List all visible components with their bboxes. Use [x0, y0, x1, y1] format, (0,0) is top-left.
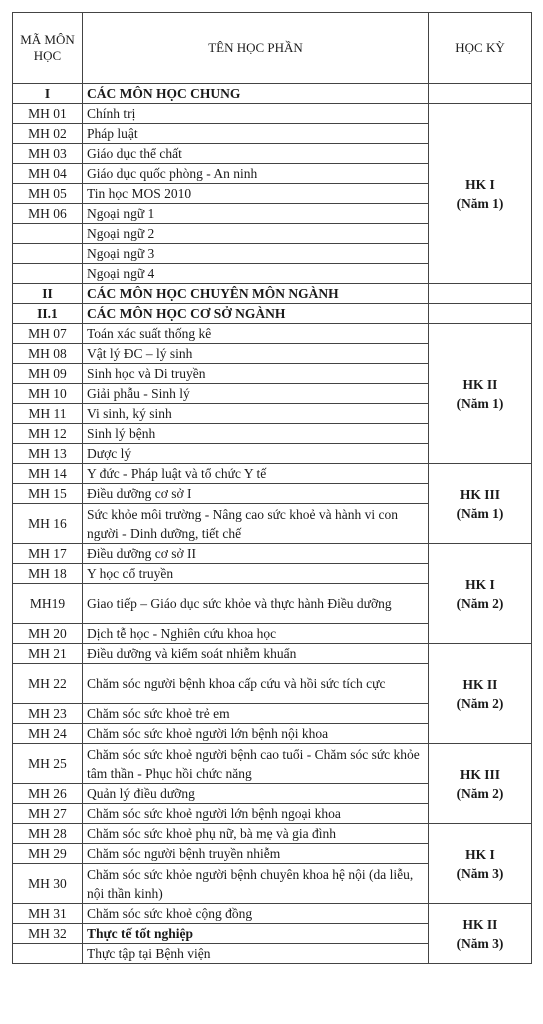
course-name: [83, 364, 429, 384]
course-name: [83, 704, 429, 724]
course-code: MH 10: [13, 384, 83, 404]
course-name-text: Y đức - Pháp luật và tổ chức Y tế: [87, 466, 267, 481]
section-row: [13, 284, 532, 304]
semester-cell: [429, 324, 532, 464]
course-code: MH 30: [13, 864, 83, 904]
course-name: [83, 924, 429, 944]
course-code: MH 12: [13, 424, 83, 444]
course-code: I: [13, 84, 83, 104]
course-code: MH 14: [13, 464, 83, 484]
course-code: [13, 264, 83, 284]
course-name: [83, 664, 429, 704]
table-row: [13, 324, 532, 344]
course-name: [83, 504, 429, 544]
course-name: [83, 584, 429, 624]
course-name-text: Chăm sóc sức khoẻ cộng đồng: [87, 906, 253, 921]
course-name: [83, 904, 429, 924]
header-row: [13, 13, 532, 84]
course-name-text: Điều dưỡng cơ sở I: [87, 486, 192, 501]
course-name: [83, 624, 429, 644]
course-name: [83, 124, 429, 144]
course-name-text: Ngoại ngữ 2: [87, 226, 155, 241]
course-name: [83, 944, 429, 964]
course-name: [83, 544, 429, 564]
course-name-text: Giáo dục quốc phòng - An ninh: [87, 166, 258, 181]
course-code: MH 25: [13, 744, 83, 784]
course-name: [83, 724, 429, 744]
course-name-text: Thực tế tốt nghiệp: [87, 926, 193, 941]
course-name: [83, 564, 429, 584]
course-name-text: Quản lý điều dưỡng: [87, 786, 195, 801]
semester-cell: [429, 824, 532, 904]
semester-cell-empty: [429, 84, 532, 104]
course-code: MH 16: [13, 504, 83, 544]
course-code: II.1: [13, 304, 83, 324]
course-name: [83, 864, 429, 904]
course-name: [83, 344, 429, 364]
course-code: MH 11: [13, 404, 83, 424]
course-name: [83, 484, 429, 504]
course-name-text: Chăm sóc sức khoẻ người lớn bệnh nội khoa: [87, 726, 329, 741]
course-code: II: [13, 284, 83, 304]
table-row: [13, 104, 532, 124]
semester-cell: [429, 104, 532, 284]
table-row: [13, 744, 532, 784]
course-name: [83, 204, 429, 224]
course-name-text: Dịch tễ học - Nghiên cứu khoa học: [87, 626, 277, 641]
course-name-text: Sức khỏe môi trường - Nâng cao sức khoẻ và hành vi con người - Dinh dưỡng, tiết chế: [87, 506, 399, 541]
course-name: [83, 844, 429, 864]
course-code: MH 28: [13, 824, 83, 844]
course-code: MH 04: [13, 164, 83, 184]
header-code: MÃ MÔN HỌC: [13, 13, 83, 84]
course-name: [83, 164, 429, 184]
semester-cell-empty: [429, 284, 532, 304]
semester-year: (Năm 1): [456, 505, 504, 521]
semester-label: HK III: [459, 486, 501, 502]
course-name-text: Giáo dục thể chất: [87, 146, 182, 161]
course-code: MH 03: [13, 144, 83, 164]
course-name: [83, 244, 429, 264]
course-code: MH 32: [13, 924, 83, 944]
course-name-text: Vi sinh, ký sinh: [87, 406, 172, 421]
semester-year: (Năm 2): [456, 785, 504, 801]
course-name-text: Tin học MOS 2010: [87, 186, 192, 201]
course-code: MH 24: [13, 724, 83, 744]
course-name-text: Thực tập tại Bệnh viện: [87, 946, 211, 961]
table-row: [13, 644, 532, 664]
course-name: [83, 784, 429, 804]
course-name-text: Chăm sóc sức khỏe người bệnh chuyên khoa hệ nội (da liễu, nội thần kinh): [87, 866, 414, 901]
course-code: MH 02: [13, 124, 83, 144]
course-name: [83, 104, 429, 124]
course-code: MH 09: [13, 364, 83, 384]
course-code: MH 13: [13, 444, 83, 464]
semester-label: HK II: [462, 916, 498, 932]
table-row: [13, 904, 532, 924]
header-semester: HỌC KỲ: [429, 13, 532, 84]
course-code: [13, 944, 83, 964]
course-code: MH 21: [13, 644, 83, 664]
course-name: [83, 184, 429, 204]
course-name-text: Chăm sóc người bệnh khoa cấp cứu và hồi sức tích cực: [87, 676, 386, 691]
course-name-text: Vật lý ĐC – lý sinh: [87, 346, 193, 361]
course-name-text: Ngoại ngữ 1: [87, 206, 155, 221]
course-name: [83, 804, 429, 824]
course-code: MH 27: [13, 804, 83, 824]
course-name-text: Giải phẫu - Sinh lý: [87, 386, 190, 401]
course-name-text: Chăm sóc sức khoẻ người bệnh cao tuổi - Chăm sóc sức khỏe tâm thần - Phục hồi chức năng: [87, 746, 420, 781]
semester-year: (Năm 3): [456, 865, 504, 881]
course-code: MH 31: [13, 904, 83, 924]
course-name: [83, 224, 429, 244]
course-name-text: Điều dưỡng cơ sở II: [87, 546, 196, 561]
course-name-text: Chăm sóc sức khoẻ trẻ em: [87, 706, 230, 721]
table-row: [13, 464, 532, 484]
course-name-text: Chăm sóc sức khoẻ phụ nữ, bà mẹ và gia đình: [87, 826, 336, 841]
course-name-text: CÁC MÔN HỌC CHUNG: [87, 86, 241, 101]
course-name: [83, 264, 429, 284]
course-name: [83, 384, 429, 404]
section-row: [13, 84, 532, 104]
section-row: [13, 304, 532, 324]
course-code: MH 29: [13, 844, 83, 864]
course-code: MH 15: [13, 484, 83, 504]
course-name-text: Ngoại ngữ 4: [87, 266, 155, 281]
course-name-text: Chăm sóc sức khoẻ người lớn bệnh ngoại khoa: [87, 806, 341, 821]
semester-label: HK III: [459, 766, 501, 782]
course-name: [83, 444, 429, 464]
semester-year: (Năm 1): [456, 395, 504, 411]
semester-cell: [429, 644, 532, 744]
course-code: [13, 224, 83, 244]
course-code: MH 17: [13, 544, 83, 564]
section-title: [83, 284, 429, 304]
semester-label: HK II: [462, 376, 498, 392]
semester-cell-empty: [429, 304, 532, 324]
course-code: MH 20: [13, 624, 83, 644]
course-name-text: Giao tiếp – Giáo dục sức khỏe và thực hành Điều dưỡng: [87, 596, 392, 611]
semester-year: (Năm 3): [456, 935, 504, 951]
semester-label: HK I: [465, 576, 495, 592]
course-name-text: Pháp luật: [87, 126, 138, 141]
course-name-text: Toán xác suất thống kê: [87, 326, 212, 341]
course-name-text: Chăm sóc người bệnh truyền nhiễm: [87, 846, 281, 861]
course-code: MH 07: [13, 324, 83, 344]
semester-cell: [429, 544, 532, 644]
semester-cell: [429, 744, 532, 824]
semester-cell: [429, 464, 532, 544]
course-name: [83, 644, 429, 664]
course-name: [83, 464, 429, 484]
course-code: MH 22: [13, 664, 83, 704]
course-name-text: Y học cổ truyền: [87, 566, 174, 581]
course-code: MH 18: [13, 564, 83, 584]
course-name-text: CÁC MÔN HỌC CƠ SỞ NGÀNH: [87, 306, 286, 321]
table-body: [13, 84, 532, 964]
semester-year: (Năm 1): [456, 195, 504, 211]
section-title: [83, 304, 429, 324]
curriculum-table: [12, 12, 532, 964]
semester-label: HK II: [462, 676, 498, 692]
course-code: MH 06: [13, 204, 83, 224]
course-name-text: CÁC MÔN HỌC CHUYÊN MÔN NGÀNH: [87, 286, 339, 301]
course-name-text: Sinh lý bệnh: [87, 426, 156, 441]
course-name-text: Sinh học và Di truyền: [87, 366, 206, 381]
semester-cell: [429, 904, 532, 964]
semester-year: (Năm 2): [456, 695, 504, 711]
course-code: MH 08: [13, 344, 83, 364]
course-name-text: Dược lý: [87, 446, 132, 461]
course-name-text: Điều dưỡng và kiểm soát nhiễm khuẩn: [87, 646, 297, 661]
course-code: MH 01: [13, 104, 83, 124]
course-code: MH 05: [13, 184, 83, 204]
course-code: MH 26: [13, 784, 83, 804]
course-name: [83, 144, 429, 164]
course-name-text: Ngoại ngữ 3: [87, 246, 155, 261]
course-code: MH19: [13, 584, 83, 624]
course-name-text: Chính trị: [87, 106, 136, 121]
semester-year: (Năm 2): [456, 595, 504, 611]
course-name: [83, 404, 429, 424]
course-name: [83, 744, 429, 784]
header-name: TÊN HỌC PHẦN: [83, 13, 429, 84]
section-title: [83, 84, 429, 104]
semester-label: HK I: [465, 176, 495, 192]
semester-label: HK I: [465, 846, 495, 862]
course-name: [83, 324, 429, 344]
table-row: [13, 544, 532, 564]
course-name: [83, 824, 429, 844]
course-code: [13, 244, 83, 264]
table-row: [13, 824, 532, 844]
course-name: [83, 424, 429, 444]
course-code: MH 23: [13, 704, 83, 724]
